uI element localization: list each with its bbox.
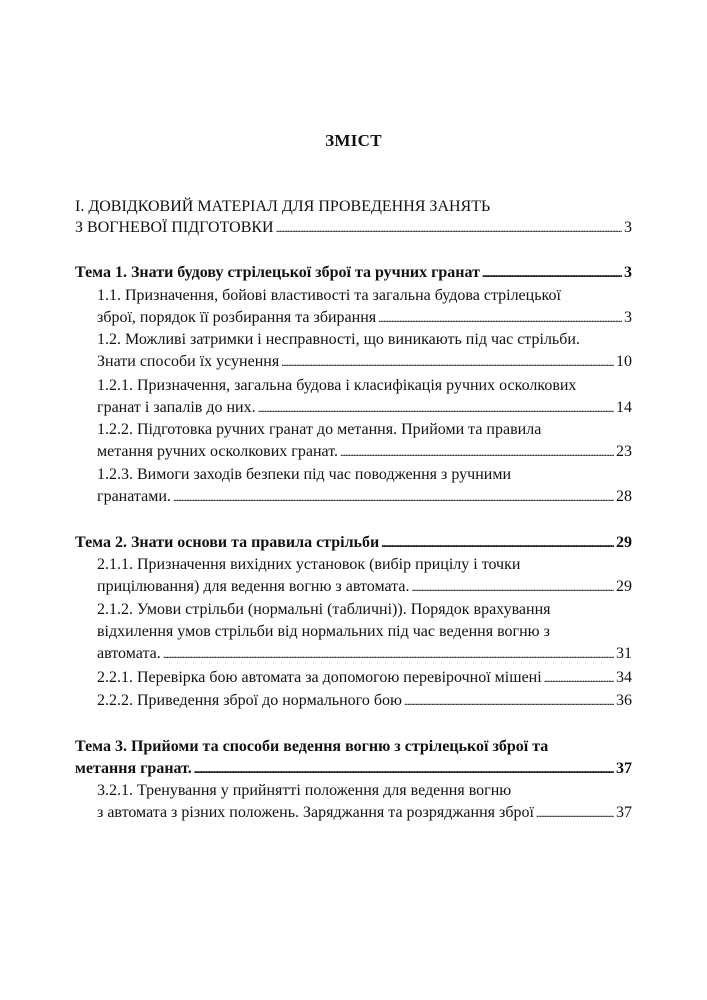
leader-dots <box>381 533 614 553</box>
page-number: 14 <box>616 399 632 416</box>
toc-line: 1.2.3. Вимоги заходів безпеки під час поводження з ручними <box>97 466 512 483</box>
toc-line: 1.2.1. Призначення, загальна будова і класифікація ручних осколкових <box>97 377 577 394</box>
toc-title: ЗМІСТ <box>325 131 382 150</box>
toc-entry[interactable] <box>97 668 632 688</box>
leader-dots <box>163 644 614 664</box>
page-number: 3 <box>624 309 632 326</box>
toc-line: 3.2.1. Тренування у прийнятті положення для ведення вогню <box>97 782 512 799</box>
toc-entry-text: 2.2.1. Перевірка бою автомата за допомогою перевірочної мішені <box>97 669 542 686</box>
theme1-title: Тема 1. Знати будову стрілецької зброї та ручних гранат <box>75 264 480 281</box>
toc-entry[interactable] <box>75 803 632 823</box>
toc-entry-text: Знати способи їх усунення <box>97 353 280 370</box>
toc-entry[interactable] <box>97 398 632 418</box>
leader-dots <box>194 759 614 779</box>
theme3-row[interactable] <box>75 759 632 779</box>
leader-dots <box>281 352 614 372</box>
leader-dots <box>173 487 614 507</box>
leader-dots <box>482 263 622 283</box>
leader-dots <box>536 803 614 823</box>
toc-entry[interactable] <box>97 487 632 507</box>
page-number: 28 <box>616 488 632 505</box>
page-number: 23 <box>616 443 632 460</box>
leader-dots <box>378 308 622 328</box>
toc-line: 1.2.2. Підготовка ручних гранат до метання. Прийоми та правила <box>97 421 542 438</box>
theme2-row[interactable] <box>75 533 632 553</box>
page-number: 10 <box>616 353 632 370</box>
toc-line: 2.1.2. Умови стрільби (нормальні (табличні)). Порядок врахування <box>97 601 551 618</box>
theme3-line1: Тема 3. Прийоми та способи ведення вогню з стрілецької зброї та <box>75 738 549 755</box>
toc-entry[interactable] <box>97 352 632 372</box>
toc-line: відхилення умов стрільби від нормальних під час ведення вогню з <box>97 623 550 640</box>
toc-entry[interactable] <box>97 691 632 711</box>
toc-entry-text: метання ручних осколкових гранат. <box>97 443 338 460</box>
toc-entry-text: з автомата з різних положень. Заряджання та розряджання зброї <box>97 804 534 821</box>
toc-entry-text: прицілювання) для ведення вогню з автомата. <box>97 578 410 595</box>
toc-entry[interactable] <box>97 577 632 597</box>
toc-line: 1.2. Можливі затримки і несправності, що виникають під час стрільби. <box>97 331 580 348</box>
toc-entry-text: гранат і запалів до них. <box>97 399 256 416</box>
toc-entry[interactable] <box>97 644 632 664</box>
section1-row[interactable] <box>75 218 632 238</box>
leader-dots <box>258 398 614 418</box>
toc-line: 1.1. Призначення, бойові властивості та загальна будова стрілецької <box>97 287 561 304</box>
leader-dots <box>404 691 614 711</box>
page-number: 29 <box>616 578 632 595</box>
toc-entry-text: автомата. <box>97 645 161 662</box>
toc-line: 2.1.1. Призначення вихідних установок (вибір прицілу і точки <box>97 556 521 573</box>
toc-entry-text: зброї, порядок її розбирання та збирання <box>97 309 377 326</box>
page-number: 29 <box>616 534 632 551</box>
page-number: 37 <box>616 760 632 777</box>
page-number: 34 <box>616 669 632 686</box>
leader-dots <box>276 218 622 238</box>
page-number: 3 <box>624 219 632 236</box>
leader-dots <box>340 442 614 462</box>
page-number: 36 <box>616 692 632 709</box>
page-number: 3 <box>624 264 632 281</box>
toc-entry[interactable] <box>97 442 632 462</box>
theme3-title-line2: метання гранат. <box>75 760 192 777</box>
theme2-title: Тема 2. Знати основи та правила стрільби <box>75 534 380 551</box>
section1-line2: З ВОГНЕВОЇ ПІДГОТОВКИ <box>75 219 274 236</box>
page-number: 37 <box>616 804 632 821</box>
theme1-row[interactable] <box>75 263 632 283</box>
leader-dots <box>544 668 614 688</box>
page-number: 31 <box>616 645 632 662</box>
leader-dots <box>411 577 614 597</box>
section1-line1: І. ДОВІДКОВИЙ МАТЕРІАЛ ДЛЯ ПРОВЕДЕННЯ ЗАНЯТЬ <box>75 198 491 215</box>
toc-entry-text: 2.2.2. Приведення зброї до нормального бою <box>97 692 402 709</box>
toc-entry-text: гранатами. <box>97 488 171 505</box>
toc-entry[interactable] <box>97 308 632 328</box>
